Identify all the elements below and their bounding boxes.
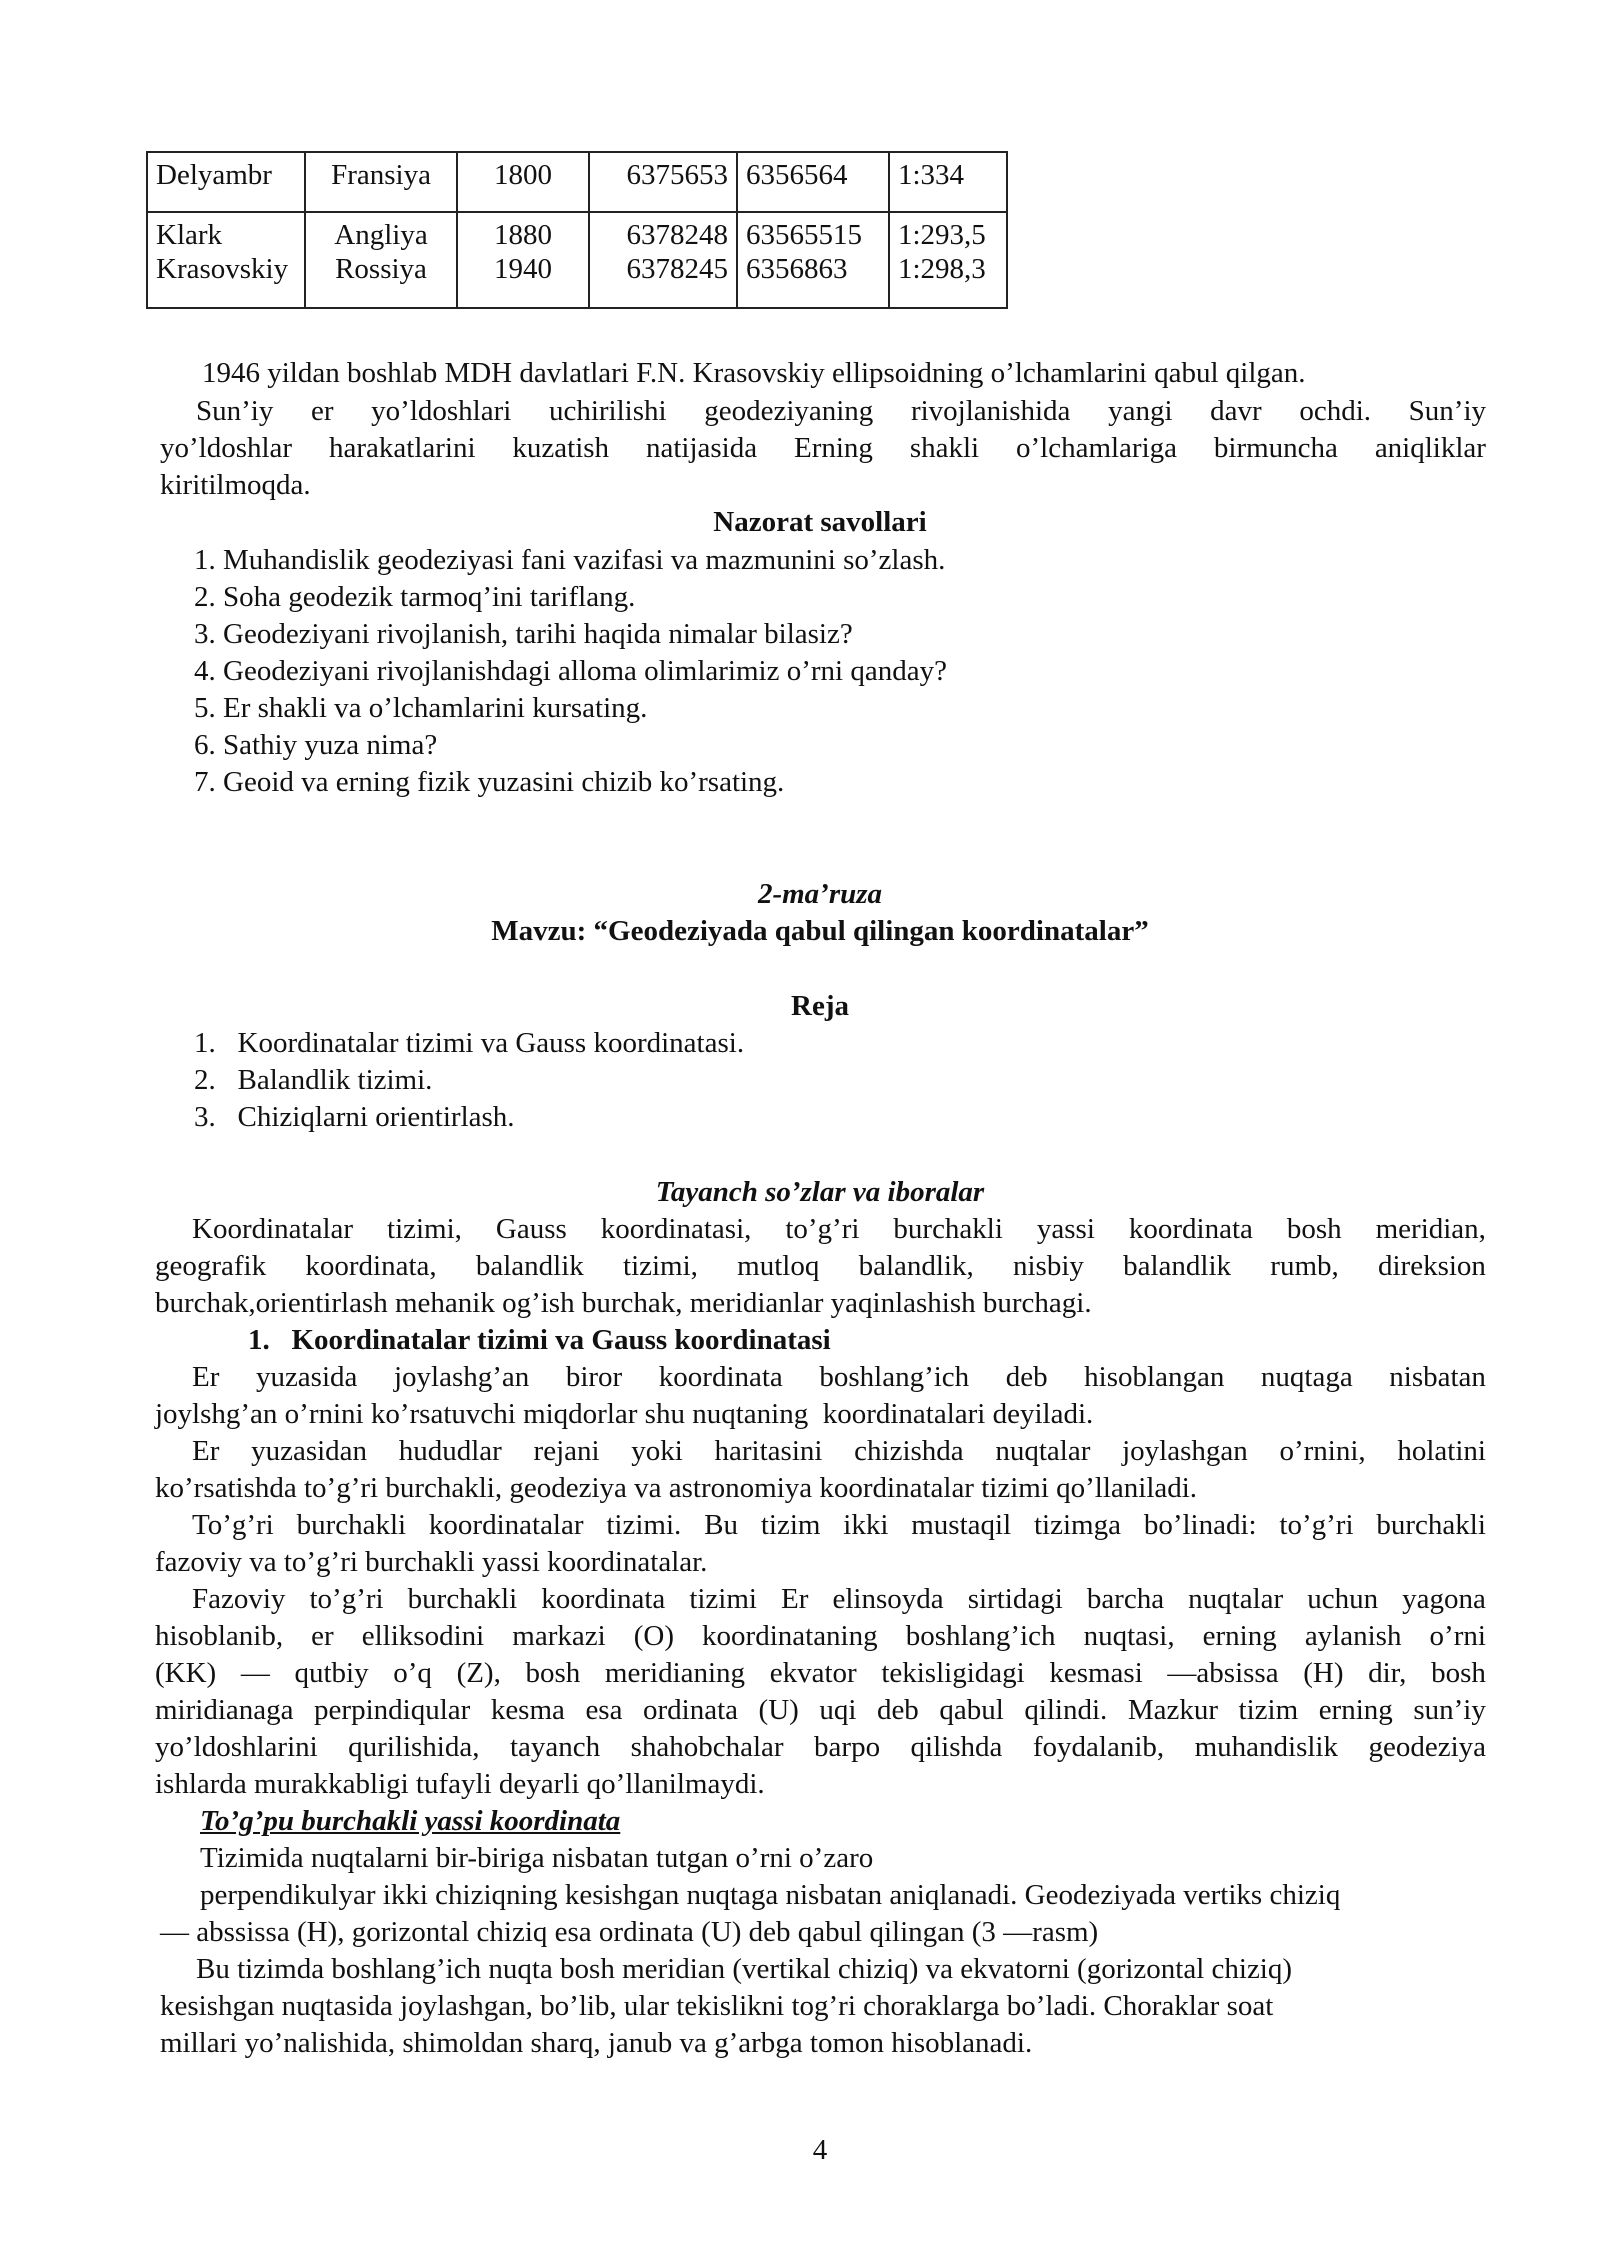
table-cell: 6375653 (589, 152, 737, 212)
word: qurilishida, (348, 1731, 480, 1763)
plan-item: 2. Balandlik tizimi. (194, 1064, 433, 1096)
lecture-number: 2-ma’ruza (757, 878, 883, 910)
table-cell: Rossiya (305, 255, 457, 308)
table-cell: Delyambr (147, 152, 305, 212)
word: kesma (490, 1694, 565, 1726)
word: Bu (704, 1509, 738, 1541)
paragraph-line (155, 1729, 1486, 1765)
word: o’rni (1429, 1620, 1486, 1652)
word: perpindiqular (314, 1694, 471, 1726)
word: bosh (1431, 1657, 1486, 1689)
word: elliksodini (361, 1620, 485, 1652)
word: — (240, 1657, 270, 1689)
table-cell: 63565515 (737, 212, 889, 255)
word: joylashgan (1122, 1435, 1248, 1467)
questions-title: Nazorat savollari (713, 506, 927, 538)
table-cell: 6378248 (589, 212, 737, 255)
word: Er (781, 1583, 809, 1615)
word: shahobchalar (630, 1731, 784, 1763)
word: deb (876, 1694, 919, 1726)
word: hududlar (398, 1435, 502, 1467)
word: kuzatish (512, 432, 610, 464)
keywords-line (155, 1248, 1486, 1284)
word: boshlang’ich (905, 1620, 1056, 1652)
word: geodeziyaning (704, 395, 874, 427)
word: hisoblangan (1084, 1361, 1225, 1393)
word: tayanch (509, 1731, 601, 1763)
paragraph-line (192, 1433, 1486, 1469)
table-row (147, 255, 1007, 308)
question-item: 4. Geodeziyani rivojlanishdagi alloma olimlarimiz o’rni qanday? (194, 655, 947, 687)
word: Sun’iy (1408, 395, 1486, 427)
table-cell: 1880 (457, 212, 589, 255)
word: —absissa (1167, 1657, 1279, 1689)
table-cell: Krasovskiy (147, 255, 305, 308)
word: ordinata (643, 1694, 739, 1726)
word: yo’ldoshlari (371, 395, 512, 427)
word: markazi (512, 1620, 606, 1652)
word: aylanish (1304, 1620, 1402, 1652)
word: bo’linadi: (1143, 1509, 1257, 1541)
table-cell: 1:298,3 (889, 255, 1007, 308)
word: sun’iy (1413, 1694, 1486, 1726)
word: tizimi, (387, 1213, 462, 1245)
word: Fazoviy (192, 1583, 286, 1615)
word: yuzasidan (251, 1435, 368, 1467)
paragraph-line: ishlarda murakkabligi tufayli deyarli qo’llanilmaydi. (155, 1768, 765, 1800)
word: yo’ldoshlarini (155, 1731, 318, 1763)
paragraph-line: kesishgan nuqtasida joylashgan, bo’lib, ular tekislikni tog’ri choraklarga bo’ladi. Choraklar soat (160, 1990, 1274, 2022)
keywords-title: Tayanch so’zlar va iboralar (655, 1176, 985, 1208)
word: erning (1202, 1620, 1277, 1652)
section-heading: 1. Koordinatalar tizimi va Gauss koordinatasi (248, 1324, 831, 1356)
word: o’q (393, 1657, 432, 1689)
word: sirtidagi (967, 1583, 1063, 1615)
word: ochdi. (1299, 395, 1372, 427)
paragraph-line (192, 1507, 1486, 1543)
paragraph-line (196, 393, 1486, 429)
word: burchakli (1376, 1509, 1486, 1541)
table-cell: Angliya (305, 212, 457, 255)
plan-item: 3. Chiziqlarni orientirlash. (194, 1101, 515, 1133)
word: holatini (1397, 1435, 1486, 1467)
word: geografik (155, 1250, 267, 1282)
word: Sun’iy (196, 395, 274, 427)
table-cell: 1800 (457, 152, 589, 212)
paragraph-line: perpendikulyar ikki chiziqning kesishgan nuqtaga nisbatan aniqlanadi. Geodeziyada vertiks chiziq (200, 1879, 1341, 1911)
word: aniqliklar (1374, 432, 1486, 464)
table-cell: 6356564 (737, 152, 889, 212)
word: dir, (1368, 1657, 1407, 1689)
section-subheading: To’g’pu burchakli yassi koordinata (200, 1805, 621, 1837)
word: Gauss (495, 1213, 567, 1245)
paragraph-line: Tizimida nuqtalarni bir-biriga nisbatan tutgan o’rni o’zaro (200, 1842, 874, 1874)
word: tizimi, (623, 1250, 698, 1282)
word: to’g’ri (309, 1583, 384, 1615)
word: barcha (1086, 1583, 1165, 1615)
lecture-topic: Mavzu: “Geodeziyada qabul qilingan koordinatalar” (491, 915, 1149, 947)
plan-title: Reja (791, 990, 849, 1022)
word: birmuncha (1213, 432, 1338, 464)
question-item: 1. Muhandislik geodeziyasi fani vazifasi va mazmunini so’zlash. (194, 544, 946, 576)
paragraph-line: joylshg’an o’rnini ko’rsatuvchi miqdorlar shu nuqtaning koordinatalari deyiladi. (155, 1398, 1094, 1430)
word: to’g’ri (1279, 1509, 1354, 1541)
word: yoki (631, 1435, 683, 1467)
word: erning (1318, 1694, 1393, 1726)
word: Koordinatalar (192, 1213, 354, 1245)
word: to’g’ri (785, 1213, 860, 1245)
word: Er (192, 1361, 220, 1393)
word: davr (1210, 395, 1262, 427)
word: nisbatan (1389, 1361, 1486, 1393)
page-number: 4 (812, 2134, 828, 2166)
word: chizishda (854, 1435, 964, 1467)
paragraph-line (192, 1581, 1486, 1617)
word: qilindi. (1024, 1694, 1108, 1726)
word: koordinata (658, 1361, 783, 1393)
word: rivojlanishida (910, 395, 1071, 427)
table-row (147, 212, 1007, 255)
word: esa (585, 1694, 623, 1726)
word: nuqtalar (1188, 1583, 1284, 1615)
word: barpo (814, 1731, 881, 1763)
word: burchakli (893, 1213, 1003, 1245)
word: Erning (793, 432, 873, 464)
word: balandlik (1123, 1250, 1232, 1282)
word: shakli (909, 432, 980, 464)
table-row (147, 152, 1007, 212)
word: uqi (819, 1694, 857, 1726)
word: o’lchamlariga (1015, 432, 1178, 464)
word: foydalanib, (1032, 1731, 1165, 1763)
word: balandlik, (858, 1250, 974, 1282)
paragraph-line (155, 1692, 1486, 1728)
word: uchirilishi (548, 395, 667, 427)
word: tizim (1238, 1694, 1299, 1726)
word: biror (565, 1361, 623, 1393)
word: elinsoyda (832, 1583, 944, 1615)
word: nuqtasi, (1083, 1620, 1175, 1652)
word: tizim (760, 1509, 821, 1541)
word: uchun (1307, 1583, 1379, 1615)
word: meridianing (604, 1657, 746, 1689)
word: nuqtaga (1260, 1361, 1353, 1393)
word: deb (1005, 1361, 1048, 1393)
plan-item: 1. Koordinatalar tizimi va Gauss koordinatasi. (194, 1027, 745, 1059)
word: koordinata (1128, 1213, 1253, 1245)
paragraph-line (155, 1618, 1486, 1654)
word: To’g’ri (192, 1509, 274, 1541)
word: o’rnini, (1279, 1435, 1366, 1467)
paragraph-line: fazoviy va to’g’ri burchakli yassi koordinatalar. (155, 1546, 708, 1578)
word: Er (192, 1435, 220, 1467)
word: rejani (533, 1435, 600, 1467)
word: tizimi (689, 1583, 757, 1615)
word: burchakli (296, 1509, 407, 1541)
word: nisbiy (1012, 1250, 1084, 1282)
word: yagona (1402, 1583, 1486, 1615)
word: koordinataning (702, 1620, 878, 1652)
word: bosh (1286, 1213, 1342, 1245)
word: harakatlarini (328, 432, 476, 464)
paragraph-line (155, 1655, 1486, 1691)
question-item: 7. Geoid va erning fizik yuzasini chizib ko’rsating. (194, 766, 785, 798)
word: kesmasi (1049, 1657, 1143, 1689)
table-cell: 6378245 (589, 255, 737, 308)
table-cell: Klark (147, 212, 305, 255)
table-cell: 6356863 (737, 255, 889, 308)
word: hisoblanib, (155, 1620, 284, 1652)
word: bosh (525, 1657, 581, 1689)
question-item: 5. Er shakli va o’lchamlarini kursating. (194, 692, 648, 724)
word: boshlang’ich (819, 1361, 970, 1393)
word: muhandislik (1194, 1731, 1338, 1763)
word: balandlik (475, 1250, 584, 1282)
paragraph-line (192, 1359, 1486, 1395)
question-item: 3. Geodeziyani rivojlanish, tarihi haqida nimalar bilasiz? (194, 618, 853, 650)
word: mustaqil (911, 1509, 1012, 1541)
paragraph-line: 1946 yildan boshlab MDH davlatlari F.N. Krasovskiy ellipsoidning o’lchamlarini qabul qilgan. (202, 357, 1306, 389)
word: qabul (939, 1694, 1004, 1726)
word: meridian, (1375, 1213, 1486, 1245)
word: tizimga (1033, 1509, 1121, 1541)
paragraph-line: millari yo’nalishida, shimoldan sharq, janub va g’arbga tomon hisoblanadi. (160, 2027, 1033, 2059)
word: haritasini (714, 1435, 823, 1467)
word: qutbiy (294, 1657, 369, 1689)
word: mutloq (737, 1250, 820, 1282)
table-cell: 1940 (457, 255, 589, 308)
word: koordinatalar (428, 1509, 584, 1541)
paragraph-line: kiritilmoqda. (160, 469, 311, 501)
ellipsoid-table (146, 151, 1008, 309)
word: (H) (1303, 1657, 1344, 1689)
word: direksion (1377, 1250, 1486, 1282)
word: natijasida (645, 432, 758, 464)
word: (KK) (155, 1657, 217, 1689)
word: (Z), (456, 1657, 501, 1689)
word: (U) (758, 1694, 799, 1726)
word: qilishda (910, 1731, 1003, 1763)
word: rumb, (1270, 1250, 1339, 1282)
paragraph-line: — abssissa (H), gorizontal chiziq esa ordinata (U) deb qabul qilingan (3 —rasm) (160, 1916, 1099, 1948)
table-cell: Fransiya (305, 152, 457, 212)
word: miridianaga (155, 1694, 294, 1726)
word: ekvator (769, 1657, 857, 1689)
word: er (310, 395, 334, 427)
word: er (311, 1620, 334, 1652)
word: geodeziya (1368, 1731, 1486, 1763)
word: koordinata (541, 1583, 666, 1615)
table-cell: 1:293,5 (889, 212, 1007, 255)
word: koordinata, (305, 1250, 437, 1282)
word: Mazkur (1127, 1694, 1219, 1726)
paragraph-line: ko’rsatishda to’g’ri burchakli, geodeziya va astronomiya koordinatalar tizimi qo’llaniladi. (155, 1472, 1198, 1504)
word: (O) (633, 1620, 674, 1652)
word: joylashg’an (393, 1361, 530, 1393)
word: yangi (1108, 395, 1173, 427)
question-item: 2. Soha geodezik tarmoq’ini tariflang. (194, 581, 636, 613)
keywords-line (192, 1211, 1486, 1247)
paragraph-line: Bu tizimda boshlang’ich nuqta bosh meridian (vertikal chiziq) va ekvatorni (gorizontal chiziq) (196, 1953, 1293, 1985)
word: nuqtalar (995, 1435, 1091, 1467)
word: tekisligidagi (881, 1657, 1025, 1689)
question-item: 6. Sathiy yuza nima? (194, 729, 438, 761)
keywords-line: burchak,orientirlash mehanik og’ish burchak, meridianlar yaqinlashish burchagi. (155, 1287, 1092, 1319)
table-cell: 1:334 (889, 152, 1007, 212)
word: koordinatasi, (600, 1213, 752, 1245)
word: yassi (1036, 1213, 1095, 1245)
word: yuzasida (255, 1361, 358, 1393)
word: tizimi. (606, 1509, 682, 1541)
paragraph-line (160, 430, 1486, 466)
word: yo’ldoshlar (160, 432, 293, 464)
word: ikki (843, 1509, 889, 1541)
word: burchakli (407, 1583, 518, 1615)
